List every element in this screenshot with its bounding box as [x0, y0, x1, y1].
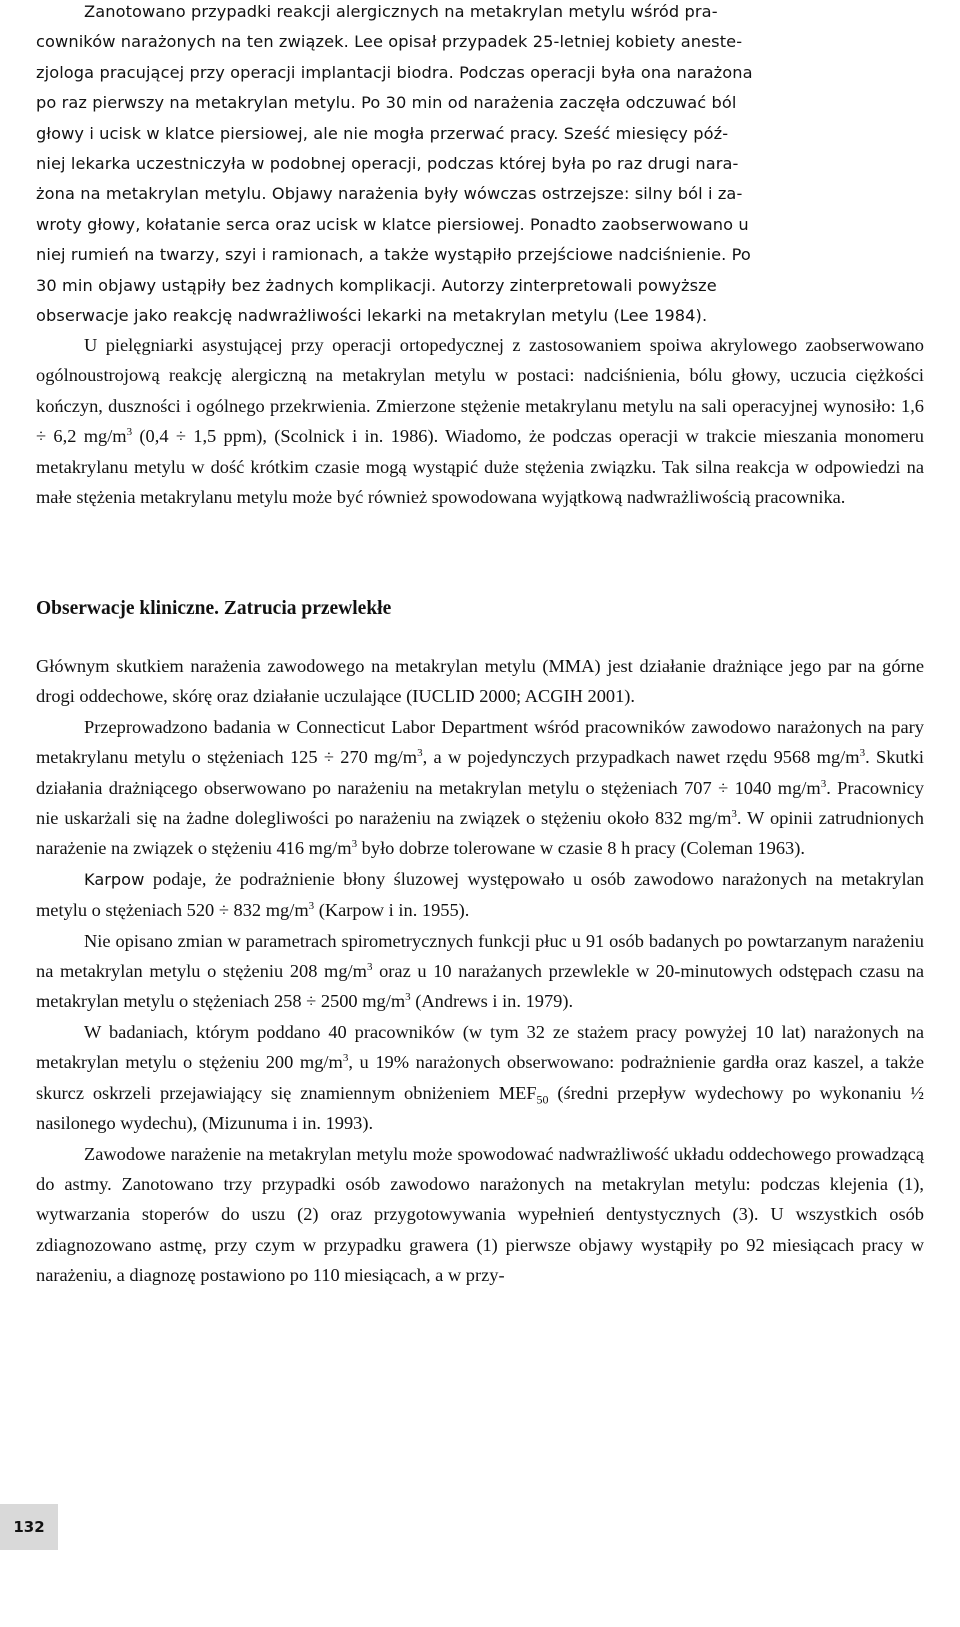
section-header: [36, 594, 924, 624]
paragraph-mizunuma: [36, 1017, 924, 1139]
page-number-badge: [0, 1504, 58, 1550]
paragraph-nurse-case: [36, 330, 924, 512]
superscript: 3: [342, 1052, 349, 1065]
text-run: . Pracownicy nie uskarżali się na żadne dolegliwości po narażeniu na związek o stężeniu około 832 mg/m: [36, 777, 924, 829]
paragraph-connecticut-study: [36, 712, 924, 864]
superscript: 3: [405, 991, 411, 1004]
text-run: U pielęgniarki asystującej przy operacji ortopedycznej z zastosowaniem spoiwa akrylowego zaobserwowano ogólnoustrojową reakcję alergiczną na metakrylan metylu w postaci: nadciśnienia, bólu głowy, uczucia ciężkości kończyn, duszności i ogólnego przekrwienia. Zmierzone stężenie metakrylanu metylu na sali operacyjnej wynosiło: 1,6 ÷ 6,2 mg/m: [36, 335, 924, 447]
text-line: niej lekarka uczestniczyła w podobnej operacji, podczas której była po raz drugi nara-: [36, 154, 739, 174]
superscript: 3: [820, 777, 827, 790]
text-run: (0,4 ÷ 1,5 ppm), (Scolnick i in. 1986). Wiadomo, że podczas operacji w trakcie mieszania monomeru metakrylanu metylu w dość krótkim czasie mogą wystąpić duże stężenia związku. Tak silna reakcja w odpowiedzi na małe stężenia metakrylanu metylu może być również spowodowana wyjątkową nadwrażliwością pracownika.: [36, 426, 924, 508]
superscript: 3: [417, 747, 423, 760]
subscript: 50: [536, 1092, 549, 1107]
section-body: [36, 651, 924, 1291]
text-run: było dobrze tolerowane w czasie 8 h pracy (Coleman 1963).: [357, 838, 805, 859]
text-run: . Skutki działania drażniącego obserwowano po narażeniu na metakrylan metylu o stężeniach 707 ÷ 1040 mg/m: [36, 747, 924, 798]
text-run: (Andrews i in. 1979).: [410, 991, 574, 1012]
text-line: niej rumień na twarzy, szyi i ramionach, a także wystąpiło przejściowe nadciśnienie. Po: [36, 245, 751, 265]
author-name: Karpow: [84, 869, 145, 889]
superscript: 3: [366, 960, 373, 973]
superscript: 3: [308, 900, 315, 913]
text-line: po raz pierwszy na metakrylan metylu. Po 30 min od narażenia zaczęła odczuwać ból: [36, 93, 737, 113]
text-run: , u 19% narażonych obserwowano: podrażnienie gardła oraz kaszel, a także skurcz oskrzeli przejawiający się znamiennym obniżeniem MEF: [36, 1052, 924, 1103]
text-run: oraz u 10 narażanych przewlekle w 20-minutowych odstępach czasu na metakrylan metylu o stężeniach 258 ÷ 2500 mg/m: [36, 961, 924, 1012]
section-heading: Obserwacje kliniczne. Zatrucia przewlekłe: [36, 598, 392, 619]
paragraph-lee-case: [36, 0, 924, 331]
text-run: (średni przepływ wydechowy po wykonaniu ½ nasilonego wydechu), (Mizunuma i in. 1993).: [36, 1082, 924, 1134]
text-line: zjologa pracującej przy operacji implantacji biodra. Podczas operacji była ona narażona: [36, 62, 753, 82]
superscript: 3: [126, 426, 133, 439]
text-line: cowników narażonych na ten związek. Lee opisał przypadek 25-letniej kobiety aneste-: [36, 32, 743, 52]
text-line: Zanotowano przypadki reakcji alergicznych na metakrylan metylu wśród pra-: [84, 2, 718, 21]
text-run: W badaniach, którym poddano 40 pracowników (w tym 32 ze stażem pracy powyżej 10 lat) narażonych na metakrylan metylu o stężeniu 200 mg/m: [36, 1021, 924, 1073]
text-run: (Karpow i in. 1955).: [314, 900, 470, 921]
text-line: żona na metakrylan metylu. Objawy narażenia były wówczas ostrzejsze: silny ból i za-: [36, 184, 743, 204]
page-number: 132: [13, 1518, 45, 1536]
superscript: 3: [859, 747, 866, 760]
paragraph-main-effects: Głównym skutkiem narażenia zawodowego na metakrylan metylu (MMA) jest działanie drażniące jego par na górne drogi oddechowe, skórę oraz działanie uczulające (IUCLID 2000; ACGIH 2001).: [36, 656, 924, 707]
text-run: Przeprowadzono badania w Connecticut Labor Department wśród pracowników zawodowo narażonych na pary metakrylanu metylu o stężeniach 125 ÷ 270 mg/m: [36, 716, 924, 768]
paragraph-text: [36, 330, 924, 512]
paragraph-asthma: Zawodowe narażenie na metakrylan metylu może spowodować nadwrażliwość układu oddechowego prowadzącą do astmy. Zanotowano trzy przypadki osób zawodowo narażonych na metakrylan metylu: podczas klejenia (1), wytwarzania stoperów do uszu (2) oraz przygotowywania wypełnień dentystycznych (3). U wszystkich osób zdiagnozowano astmę, przy czym w przypadku grawera (1) pierwsze objawy wystąpiły po 92 miesiącach pracy w narażeniu, a diagnozę postawiono po 110 miesiącach, a w przy-: [36, 1143, 924, 1286]
text-run: , a w pojedynczych przypadkach nawet rzędu 9568 mg/m: [422, 747, 860, 768]
paragraph-spirometry: [36, 926, 924, 1017]
text-line: obserwacje jako reakcję nadwrażliwości lekarki na metakrylan metylu (Lee 1984).: [36, 306, 708, 326]
text-run: podaje, że podrażnienie błony śluzowej występowało u osób zawodowo narażonych na metakrylan metylu o stężeniach 520 ÷ 832 mg/m: [36, 868, 924, 921]
superscript: 3: [731, 807, 737, 820]
text-line: 30 min objawy ustąpiły bez żadnych komplikacji. Autorzy zinterpretowali powyższe: [36, 275, 717, 295]
text-line: głowy i ucisk w klatce piersiowej, ale nie mogła przerwać pracy. Sześć miesięcy póź-: [36, 123, 729, 143]
text-run: Nie opisano zmian w parametrach spirometrycznych funkcji płuc u 91 osób badanych po powtarzanym narażeniu na metakrylan metylu o stężeniu 208 mg/m: [36, 930, 924, 982]
text-line: wroty głowy, kołatanie serca oraz ucisk w klatce piersiowej. Ponadto zaobserwowano u: [36, 214, 749, 234]
text-run: . W opinii zatrudnionych narażenie na związek o stężeniu 416 mg/m: [36, 808, 924, 859]
paragraph-karpow: [36, 864, 924, 926]
superscript: 3: [351, 838, 358, 851]
